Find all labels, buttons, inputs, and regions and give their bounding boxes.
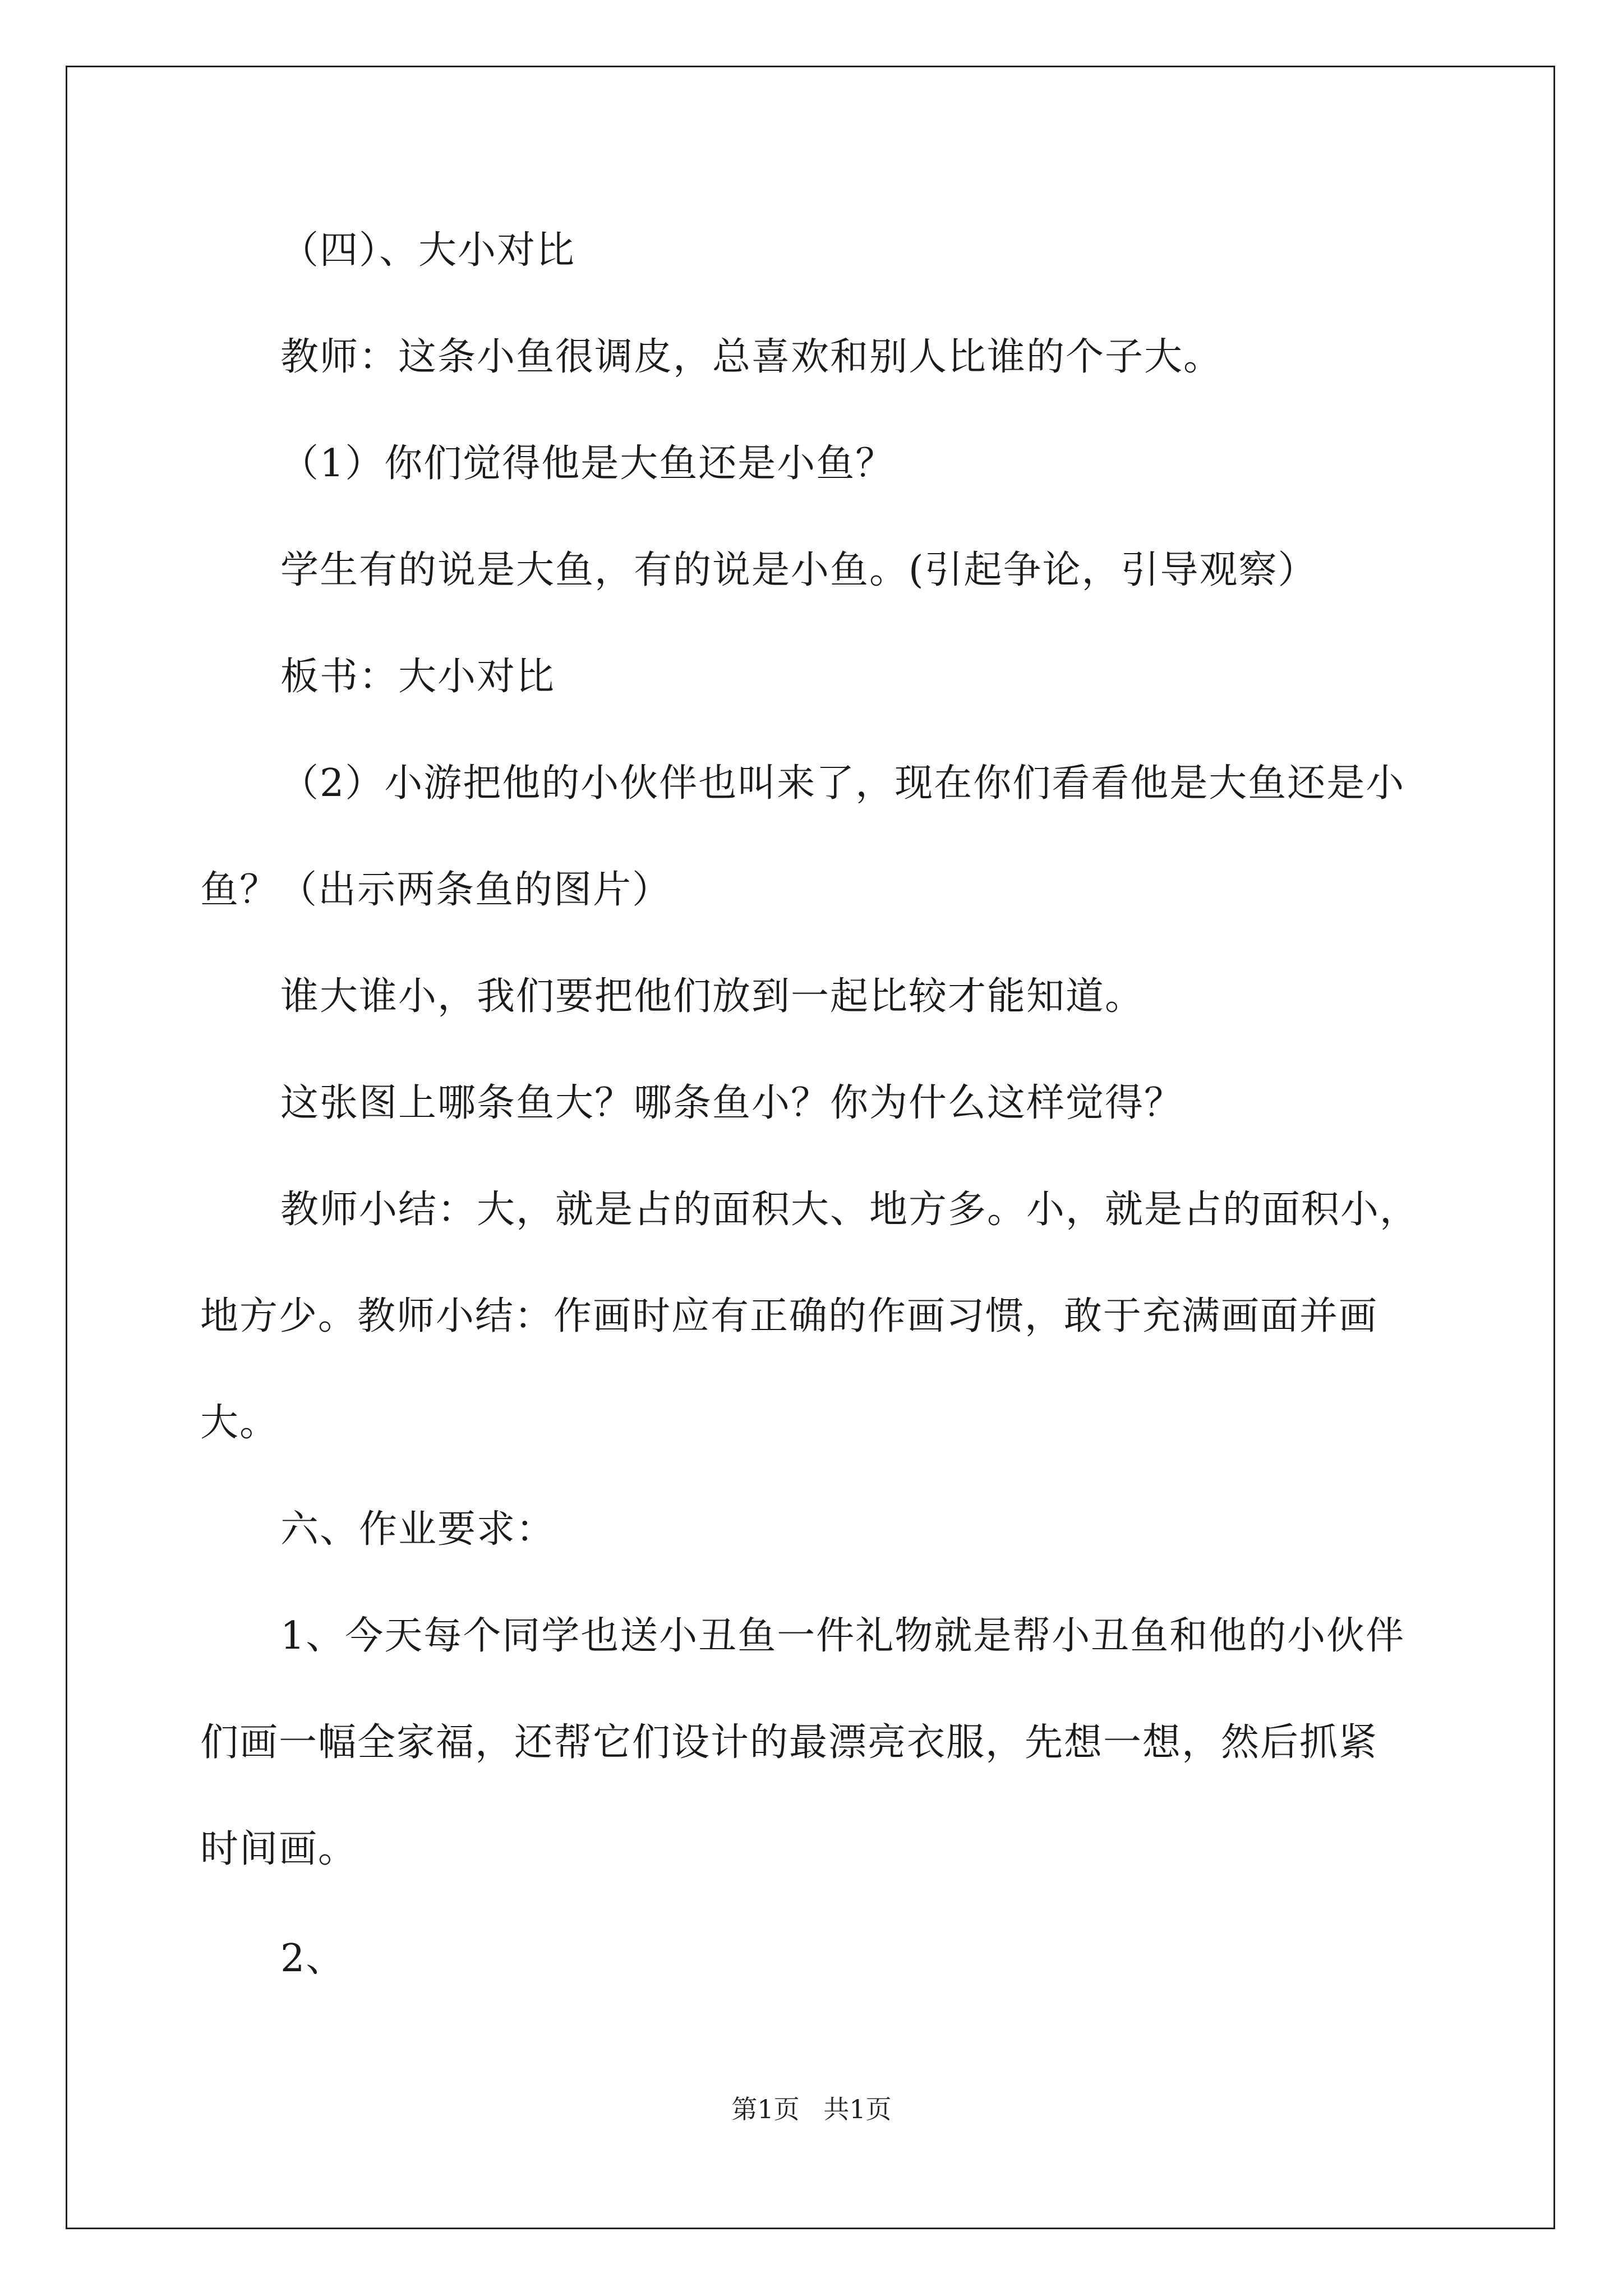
paragraph-line: 2、 (280, 1936, 345, 1981)
paragraph-line: 谁大谁小，我们要把他们放到一起比较才能知道。 (280, 974, 1145, 1019)
paragraph-line: 地方少。教师小结：作画时应有正确的作画习惯，敢于充满画面并画 (200, 1294, 1378, 1338)
paragraph-line: （1）你们觉得他是大鱼还是小鱼？ (280, 441, 895, 486)
page-footer (0, 2096, 1623, 2122)
section-heading-compare: （四）、大小对比 (280, 228, 576, 273)
page-border (66, 66, 1555, 2229)
paragraph-line: 教师小结：大，就是占的面积大、地方多。小，就是占的面积小， (280, 1188, 1419, 1232)
paragraph-line: 学生有的说是大鱼，有的说是小鱼。(引起争论，引导观察） (280, 548, 1317, 592)
paragraph-line: 们画一幅全家福，还帮它们设计的最漂亮衣服，先想一想，然后抓紧 (200, 1720, 1378, 1765)
paragraph-line: 这张图上哪条鱼大？哪条鱼小？你为什么这样觉得？ (280, 1081, 1184, 1125)
paragraph-line: 板书：大小对比 (280, 655, 556, 699)
page-number-total: 共1页 (823, 2094, 892, 2124)
paragraph-line: 1、今天每个同学也送小丑鱼一件礼物就是帮小丑鱼和他的小伙伴 (280, 1614, 1405, 1658)
section-heading-homework: 六、作业要求： (280, 1507, 556, 1552)
paragraph-line: 教师：这条小鱼很调皮，总喜欢和别人比谁的个子大。 (280, 335, 1223, 379)
page-number-current: 第1页 (731, 2094, 800, 2124)
paragraph-line: 大。 (200, 1401, 279, 1445)
paragraph-line: （2）小游把他的小伙伴也叫来了，现在你们看看他是大鱼还是小 (280, 761, 1405, 806)
paragraph-line: 鱼？（出示两条鱼的图片） (200, 868, 672, 912)
paragraph-line: 时间画。 (200, 1827, 358, 1871)
